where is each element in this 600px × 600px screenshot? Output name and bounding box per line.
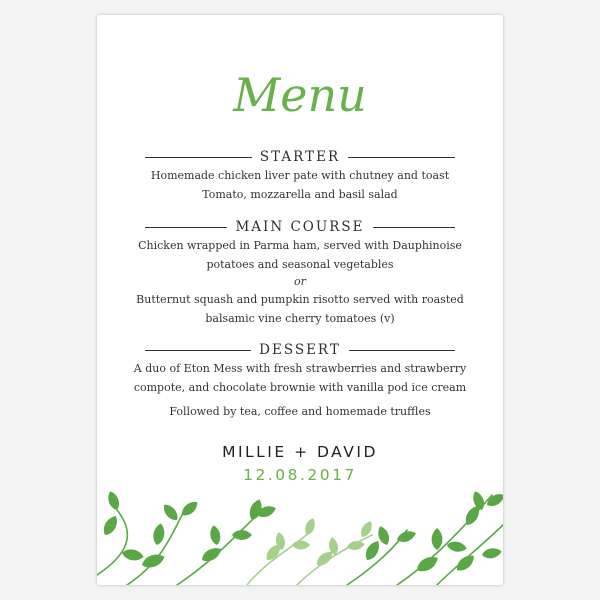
couple-names: MILLIE + DAVID <box>222 443 378 461</box>
menu-title-script <box>225 59 375 129</box>
dessert-heading <box>145 342 455 358</box>
menu-title <box>97 59 503 129</box>
dessert-heading-label: DESSERT <box>259 342 341 358</box>
heading-rule-right <box>349 350 455 351</box>
heading-rule-right <box>373 227 455 228</box>
heading-rule-right <box>348 157 455 158</box>
heading-rule-left <box>145 227 227 228</box>
starter-item-1: Homemade chicken liver pate with chutney and toast <box>150 169 450 182</box>
starter-item-2: Tomato, mozzarella and basil salad <box>202 188 398 201</box>
main-course-heading <box>145 219 455 235</box>
main-course-item-1a: Chicken wrapped in Parma ham, served with Dauphinoise <box>138 239 462 252</box>
starter-heading-label: STARTER <box>259 149 341 165</box>
menu-card <box>97 15 503 585</box>
main-course-heading-label: MAIN COURSE <box>235 219 365 235</box>
starter-heading <box>145 149 455 165</box>
dessert-item-1b: compote, and chocolate brownie with vanilla pod ice cream <box>133 381 467 394</box>
wedding-date: 12.08.2017 <box>243 466 357 484</box>
dessert-item-1a: A duo of Eton Mess with fresh strawberries and strawberry <box>133 362 467 375</box>
heading-rule-left <box>145 157 252 158</box>
main-course-item-1b: potatoes and seasonal vegetables <box>206 258 394 271</box>
main-course-item-2a: Butternut squash and pumpkin risotto served with roasted <box>136 293 464 306</box>
leaf-vine-icon <box>97 475 503 585</box>
main-course-item-2b: balsamic vine cherry tomatoes (v) <box>205 312 395 325</box>
menu-title-text: Menu <box>233 68 367 122</box>
closing-note: Followed by tea, coffee and homemade truffles <box>169 405 431 418</box>
main-course-separator: or <box>294 275 306 288</box>
heading-rule-left <box>145 350 251 351</box>
